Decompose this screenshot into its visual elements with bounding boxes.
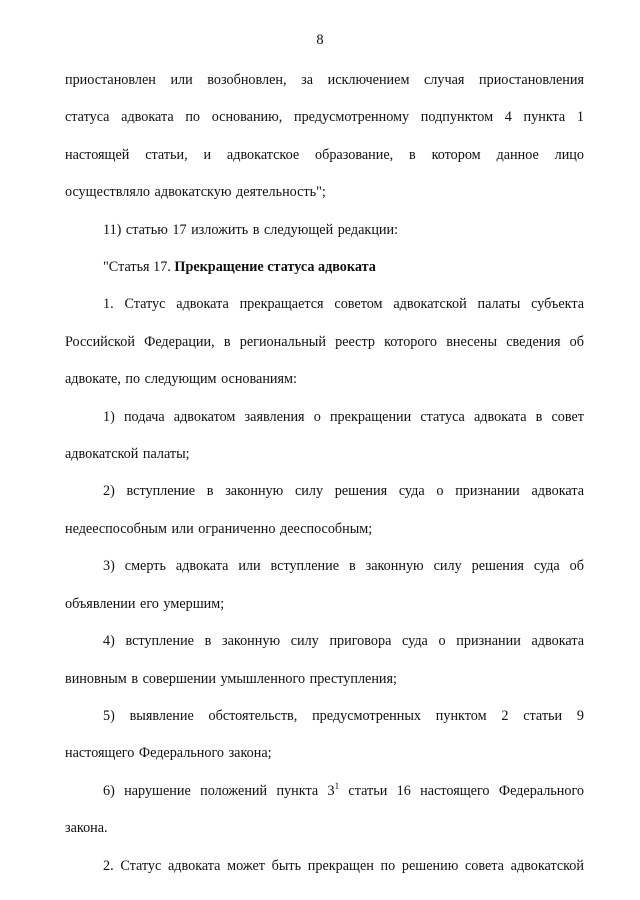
list-item-3 [65, 548, 584, 623]
list-item-2 [65, 473, 584, 548]
text-line: Российской Федерации, в региональный реестр которого внесены сведения об [65, 333, 584, 350]
text-line: адвокатской палаты; [65, 446, 190, 463]
text-line: настоящей статьи, и адвокатское образование, в котором данное лицо [65, 146, 584, 163]
text-line: закона. [65, 820, 108, 837]
article-heading [65, 249, 584, 286]
document-body [65, 62, 584, 885]
list-item-4 [65, 623, 584, 698]
list-item-6 [65, 773, 584, 848]
list-item-5 [65, 698, 584, 773]
superscript: 1 [334, 780, 340, 791]
text-line: 3) смерть адвоката или вступление в законную силу решения суда об [103, 558, 584, 575]
paragraph-item-11: 11) статью 17 изложить в следующей редакции: [103, 221, 399, 238]
article-heading-title: Прекращение статуса адвоката [174, 259, 376, 276]
article-heading-prefix: "Статья 17. [103, 259, 175, 276]
paragraph-continuation [65, 62, 584, 212]
text-line: недееспособным или ограниченно дееспособным; [65, 520, 373, 537]
paragraph-point-1 [65, 286, 584, 398]
text-line: 1) подача адвокатом заявления о прекращении статуса адвоката в совет [103, 408, 584, 425]
page-number: 8 [316, 32, 324, 48]
text-fragment: 6) нарушение положений пункта 3 [103, 782, 335, 799]
text-fragment: статьи 16 настоящего Федерального [339, 782, 585, 799]
text-line: приостановлен или возобновлен, за исключением случая приостановления [65, 72, 584, 88]
text-line: осуществляло адвокатскую деятельность"; [65, 184, 326, 201]
text-line: 5) выявление обстоятельств, предусмотренных пунктом 2 статьи 9 [103, 707, 584, 724]
text-line: адвокате, по следующим основаниям: [65, 371, 297, 388]
text-line: статуса адвоката по основанию, предусмотренному подпунктом 4 пункта 1 [65, 109, 584, 126]
text-line [65, 773, 584, 810]
text-line: 2) вступление в законную силу решения суда о признании адвоката [103, 483, 584, 500]
paragraph-point-2: 2. Статус адвоката может быть прекращен по решению совета адвокатской [103, 857, 584, 874]
list-item-1 [65, 399, 584, 474]
text-line: настоящего Федерального закона; [65, 745, 272, 762]
text-line: виновным в совершении умышленного преступления; [65, 670, 397, 687]
text-line: 4) вступление в законную силу приговора суда о признании адвоката [103, 633, 584, 650]
text-line: 1. Статус адвоката прекращается советом адвокатской палаты субъекта [103, 296, 584, 313]
text-line: объявлении его умершим; [65, 595, 225, 612]
